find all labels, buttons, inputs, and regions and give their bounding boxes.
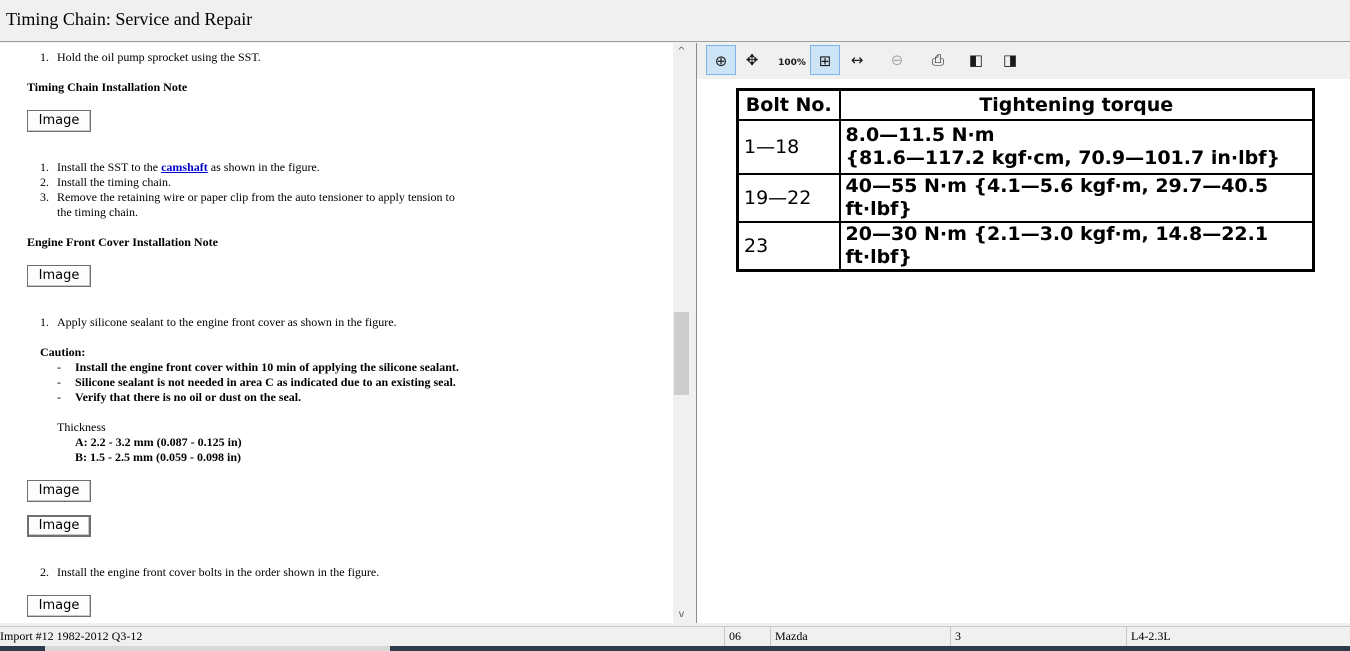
thickness-b-value: B: 1.5 - 2.5 mm (0.059 - 0.098 in) [75,450,241,464]
status-divider [770,627,771,646]
table-row [738,174,1314,222]
list-number: 3. [40,190,49,204]
list-number: 1. [40,50,49,64]
thickness-label: Thickness [57,420,106,434]
status-value: 3 [955,629,961,643]
image-button[interactable]: Image [27,595,91,617]
scroll-thumb[interactable] [674,312,689,395]
zoom-100-icon[interactable] [777,45,807,75]
torque-cell [840,120,1314,174]
list-text: Hold the oil pump sprocket using the SST. [57,50,261,64]
list-text: Install the timing chain. [57,175,171,189]
status-make: Mazda [775,629,808,643]
taskbar-strip [0,646,1350,651]
list-text-post: as shown in the figure. [207,160,320,174]
image-button-selected[interactable]: Image [27,515,91,537]
pan-tool-icon[interactable]: ✥ [745,51,759,69]
thickness-a [75,435,242,450]
list-text: Remove the retaining wire or paper clip from the auto tensioner to apply tension to [57,190,455,204]
table-header-row [738,90,1314,120]
next-image-icon[interactable]: ◨ [1002,51,1018,69]
caution-item: Verify that there is no oil or dust on the seal. [75,390,302,404]
list-number: 1. [40,160,49,174]
list-text-pre: Install the SST to the [57,160,162,174]
taskbar-segment [0,646,45,651]
thickness-b [75,450,241,465]
camshaft-link[interactable]: camshaft [161,160,208,174]
pane-splitter[interactable] [690,43,697,623]
zoom-out-icon[interactable]: ⊖ [890,51,904,69]
table-row [738,120,1314,174]
print-icon[interactable]: ⎙ [931,51,944,69]
table-row [738,222,1314,271]
thickness-a-value: A: 2.2 - 3.2 mm (0.087 - 0.125 in) [75,435,242,449]
caution-label: Caution: [40,345,86,359]
list-text-continued: the timing chain. [57,205,138,219]
zoom-100-text: 100% [778,58,806,68]
bolt-number-cell: 1—18 [738,120,840,174]
dash-bullet: - [57,390,61,404]
status-divider [724,627,725,646]
scroll-up-arrow-icon[interactable]: ^ [677,46,686,57]
zoom-width-icon[interactable]: ↔ [850,51,864,69]
dash-bullet: - [57,360,61,374]
taskbar-segment [390,646,1350,651]
torque-cell: 40—55 N·m {4.1—5.6 kgf·m, 29.7—40.5 ft·lbf} [840,174,1314,222]
zoom-in-tool-icon[interactable]: ⊕ [706,45,736,75]
caution-item: Install the engine front cover within 10 min of applying the silicone sealant. [75,360,459,374]
document-scrollbar[interactable] [673,43,690,623]
list-number: 1. [40,315,49,329]
status-engine: L4-2.3L [1131,629,1171,643]
header-tightening-torque: Tightening torque [840,90,1314,120]
bolt-number-cell: 19—22 [738,174,840,222]
heading-timing-chain-installation: Timing Chain Installation Note [27,80,188,94]
status-bar [0,626,1350,646]
window-title: Timing Chain: Service and Repair [6,9,253,29]
dash-bullet: - [57,375,61,389]
zoom-fit-icon[interactable]: ⊞ [810,45,840,75]
list-number: 2. [40,175,49,189]
torque-line1: 8.0—11.5 N·m [845,123,995,146]
list-text [57,160,320,175]
list-text: Apply silicone sealant to the engine front cover as shown in the figure. [57,315,397,329]
status-divider [1126,627,1127,646]
caution-item: Silicone sealant is not needed in area C as indicated due to an existing seal. [75,375,456,389]
title-bar [0,0,1350,42]
tightening-torque-table-image [736,88,1315,272]
bolt-number-cell: 23 [738,222,840,271]
heading-engine-front-cover-installation: Engine Front Cover Installation Note [27,235,218,249]
previous-image-icon[interactable]: ◧ [968,51,984,69]
image-button[interactable]: Image [27,110,91,132]
scroll-down-arrow-icon[interactable]: v [678,609,685,620]
document-pane[interactable] [0,43,673,623]
image-button[interactable]: Image [27,480,91,502]
status-code: 06 [729,629,741,643]
status-source: Import #12 1982-2012 Q3-12 [0,629,143,643]
status-divider [950,627,951,646]
header-bolt-no: Bolt No. [738,90,840,120]
list-text: Install the engine front cover bolts in the order shown in the figure. [57,565,380,579]
image-toolbar [697,43,1350,79]
torque-line2: {81.6—117.2 kgf·cm, 70.9—101.7 in·lbf} [845,146,1280,169]
list-number: 2. [40,565,49,579]
torque-cell: 20—30 N·m {2.1—3.0 kgf·m, 14.8—22.1 ft·lbf} [840,222,1314,271]
image-viewer-pane[interactable] [697,43,1350,623]
image-button[interactable]: Image [27,265,91,287]
